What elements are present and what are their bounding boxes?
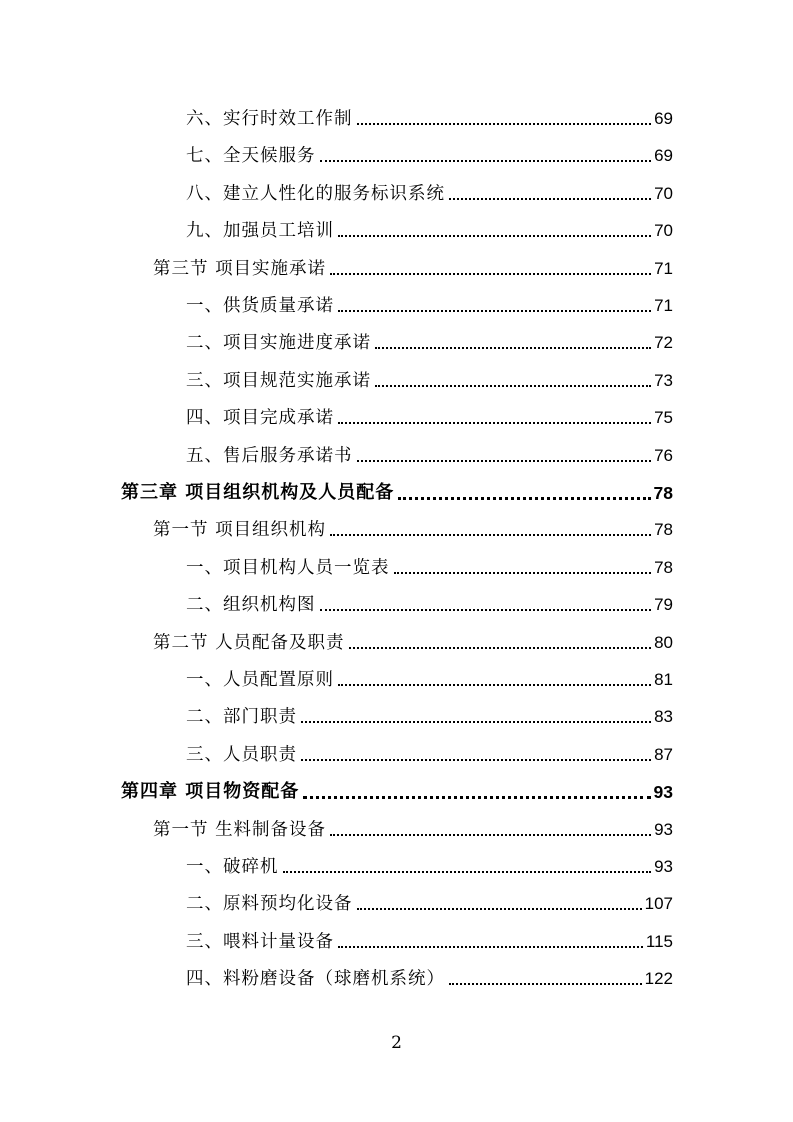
toc-dot-leader [301, 759, 651, 761]
toc-entry-page-number: 107 [644, 894, 673, 914]
toc-dot-leader [449, 198, 651, 200]
toc-dot-leader [338, 310, 651, 312]
toc-entry-title: 第三节 项目实施承诺 [153, 258, 327, 279]
toc-entry-title: 七、全天候服务 [186, 146, 316, 167]
toc-dot-leader [330, 834, 651, 836]
toc-dot-leader [357, 123, 652, 125]
toc-entry-page-number: 78 [653, 483, 673, 503]
toc-subsection-entry[interactable] [186, 442, 673, 470]
toc-entry-page-number: 70 [654, 221, 673, 241]
toc-entry-page-number: 115 [645, 931, 673, 951]
toc-subsection-entry[interactable] [186, 703, 673, 731]
toc-dot-leader [357, 460, 652, 462]
toc-entry-page-number: 71 [654, 296, 673, 315]
toc-section-entry[interactable] [153, 629, 673, 657]
toc-entry-title: 第一节 项目组织机构 [153, 520, 327, 541]
toc-entry-page-number: 80 [654, 632, 673, 652]
toc-dot-leader [349, 647, 652, 649]
toc-subsection-entry[interactable] [186, 853, 673, 881]
toc-entry-page-number: 93 [654, 819, 673, 839]
toc-subsection-entry[interactable] [186, 554, 673, 582]
toc-entry-title: 二、部门职责 [186, 707, 297, 728]
toc-entry-page-number: 79 [654, 595, 673, 615]
toc-subsection-entry[interactable] [186, 741, 673, 769]
toc-subsection-entry[interactable] [186, 105, 673, 133]
toc-entry-title: 三、喂料计量设备 [186, 931, 334, 952]
toc-entry-page-number: 78 [654, 557, 673, 577]
toc-entry-title: 第二节 人员配备及职责 [153, 632, 345, 653]
toc-entry-title: 一、破碎机 [186, 857, 279, 877]
toc-dot-leader [301, 721, 651, 723]
toc-subsection-entry[interactable] [186, 404, 673, 432]
toc-dot-leader [283, 871, 652, 873]
toc-subsection-entry[interactable] [186, 890, 673, 918]
toc-entry-title: 一、项目机构人员一览表 [186, 557, 390, 578]
toc-entry-page-number: 69 [654, 109, 673, 128]
toc-entry-page-number: 81 [654, 670, 673, 689]
toc-entry-title: 三、项目规范实施承诺 [186, 370, 371, 391]
toc-subsection-entry[interactable] [186, 666, 673, 694]
toc-entry-page-number: 71 [654, 258, 673, 278]
toc-entry-title: 六、实行时效工作制 [186, 109, 353, 129]
toc-entry-title: 八、建立人性化的服务标识系统 [186, 183, 445, 204]
toc-entry-title: 一、供货质量承诺 [186, 296, 334, 316]
toc-entry-title: 一、人员配置原则 [186, 670, 334, 690]
toc-section-entry[interactable] [153, 816, 673, 844]
toc-entry-title: 四、料粉磨设备（球磨机系统） [186, 969, 445, 990]
toc-subsection-entry[interactable] [186, 217, 673, 245]
toc-entry-page-number: 93 [654, 857, 673, 876]
toc-entry-page-number: 83 [654, 707, 673, 727]
toc-entry-title: 第一节 生料制备设备 [153, 819, 327, 840]
toc-dot-leader [330, 273, 651, 275]
toc-entry-page-number: 76 [654, 445, 673, 465]
toc-entry-page-number: 78 [654, 520, 673, 540]
toc-dot-leader [398, 497, 650, 500]
toc-entry-page-number: 69 [654, 146, 673, 166]
toc-entry-title: 五、售后服务承诺书 [186, 445, 353, 466]
toc-subsection-entry[interactable] [186, 180, 673, 208]
toc-dot-leader [303, 796, 650, 799]
toc-subsection-entry[interactable] [186, 142, 673, 170]
toc-subsection-entry[interactable] [186, 965, 673, 993]
toc-entry-page-number: 93 [653, 782, 673, 803]
toc-entry-title: 二、项目实施进度承诺 [186, 333, 371, 354]
toc-chapter-entry[interactable] [121, 479, 673, 507]
toc-entry-title: 第四章 项目物资配备 [121, 781, 300, 803]
toc-section-entry[interactable] [153, 516, 673, 544]
toc-subsection-entry[interactable] [186, 367, 673, 395]
toc-entry-title: 第三章 项目组织机构及人员配备 [121, 482, 395, 503]
toc-entry-page-number: 72 [654, 333, 673, 353]
toc-dot-leader [338, 422, 651, 424]
toc-dot-leader [394, 572, 652, 574]
toc-entry-page-number: 70 [654, 183, 673, 203]
toc-entry-title: 二、组织机构图 [186, 595, 316, 616]
toc-dot-leader [375, 347, 651, 349]
toc-dot-leader [338, 684, 651, 686]
toc-section-entry[interactable] [153, 255, 673, 283]
toc-entry-title: 九、加强员工培训 [186, 221, 334, 242]
toc-subsection-entry[interactable] [186, 329, 673, 357]
toc-dot-leader [330, 534, 651, 536]
toc-subsection-entry[interactable] [186, 928, 673, 956]
toc-entry-title: 二、原料预均化设备 [186, 894, 353, 915]
toc-entry-page-number: 75 [654, 408, 673, 428]
toc-dot-leader [320, 160, 652, 162]
toc-entry-title: 三、人员职责 [186, 744, 297, 765]
toc-dot-leader [357, 908, 642, 910]
toc-dot-leader [338, 946, 643, 948]
toc-entry-title: 四、项目完成承诺 [186, 408, 334, 429]
toc-entry-page-number: 122 [644, 969, 673, 989]
toc-dot-leader [449, 983, 642, 985]
toc-dot-leader [320, 609, 652, 611]
toc-subsection-entry[interactable] [186, 591, 673, 619]
toc-dot-leader [338, 235, 651, 237]
page-number: 2 [391, 1033, 402, 1053]
toc-chapter-entry[interactable] [121, 778, 673, 806]
toc-dot-leader [375, 385, 651, 387]
toc-entry-page-number: 73 [654, 370, 673, 390]
toc-subsection-entry[interactable] [186, 292, 673, 320]
toc-entry-page-number: 87 [654, 744, 673, 764]
